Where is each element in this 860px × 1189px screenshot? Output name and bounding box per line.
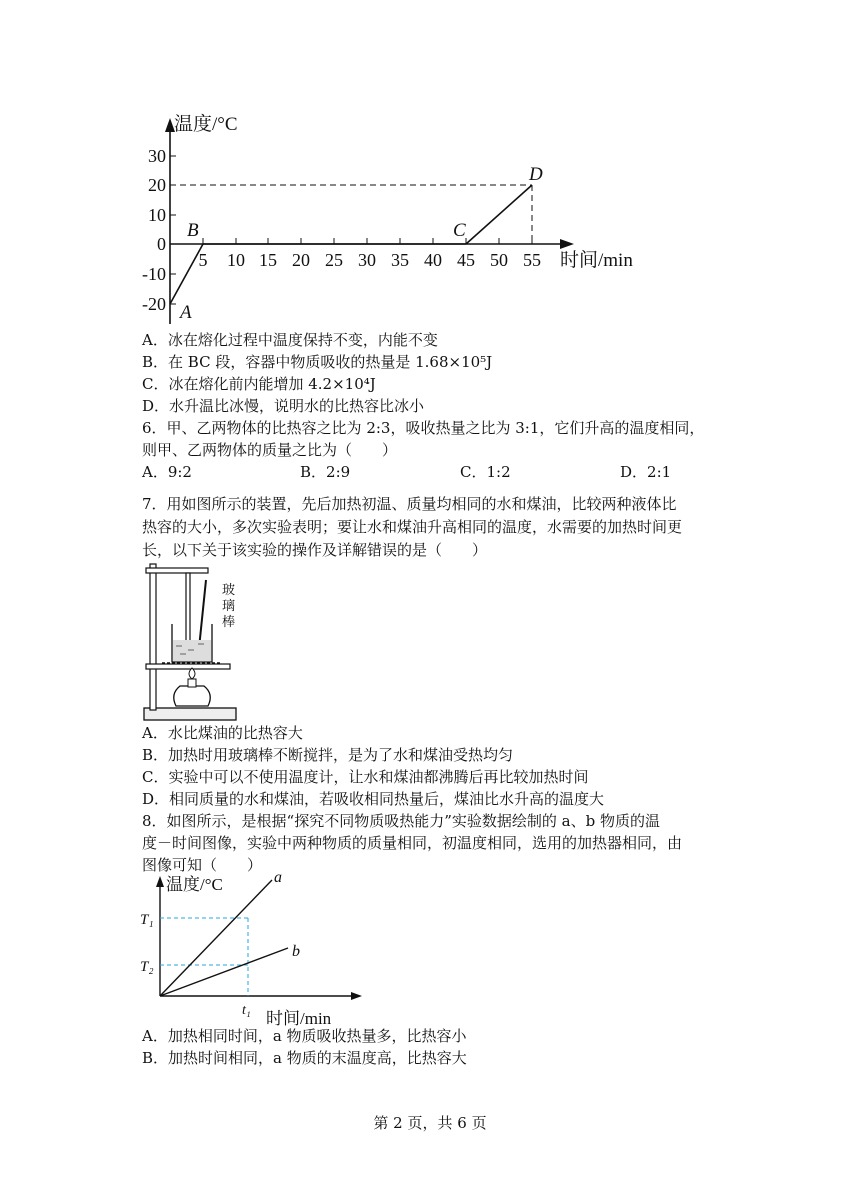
- y-tick-label: 0: [157, 234, 166, 254]
- T2-label: T₂: [140, 959, 154, 975]
- q6-option-a: A．9:2: [142, 463, 192, 481]
- q6-stem-line1: 6．甲、乙两物体的比热容之比为 2:3，吸收热量之比为 3:1，它们升高的温度相同，: [142, 419, 705, 437]
- y-axis-arrow: [156, 876, 164, 887]
- series-a-label: a: [274, 869, 282, 886]
- liquid: [173, 640, 211, 661]
- ab-temperature-graph: [120, 868, 500, 1038]
- q8-stem-line2: 度－时间图像，实验中两种物质的质量相同，初温度相同，选用的加热器相同，由: [142, 834, 683, 852]
- point-label-A: A: [180, 302, 192, 323]
- x-tick-label: 25: [325, 250, 343, 270]
- x-tick-label: 40: [424, 250, 442, 270]
- top-clamp: [146, 568, 208, 573]
- y-tick-label: 30: [148, 146, 166, 166]
- y-tick-labels: [142, 146, 166, 314]
- y-tick-label: 10: [148, 205, 166, 225]
- x-tick-label: 10: [227, 250, 245, 270]
- q6-stem-line2: 则甲、乙两物体的质量之比为（ ）: [142, 441, 398, 459]
- x-tick-label: 55: [523, 250, 541, 270]
- flame: [189, 668, 195, 679]
- x-axis-label: 时间/min: [266, 1009, 332, 1028]
- q7-stem-line1: 7．用如图所示的装置，先后加热初温、质量均相同的水和煤油，比较两种液体比: [142, 495, 677, 513]
- series-b-line: [160, 948, 288, 996]
- T1-label: T₁: [140, 912, 154, 928]
- x-axis-arrow: [560, 239, 574, 249]
- stand-rod: [150, 564, 156, 710]
- q5-option-a: A．冰在熔化过程中温度保持不变，内能不变: [142, 331, 438, 349]
- x-tick-label: 5: [198, 250, 208, 270]
- q5-option-b: B．在 BC 段，容器中物质吸收的热量是 1.68×10⁵J: [142, 353, 493, 371]
- alcohol-lamp: [174, 686, 211, 706]
- q8-option-a: A．加热相同时间，a 物质吸收热量多，比热容小: [142, 1027, 467, 1045]
- point-label-C: C: [453, 220, 466, 241]
- svg-text:璃: 璃: [222, 598, 236, 613]
- svg-text:玻: 玻: [222, 582, 236, 597]
- point-label-B: B: [187, 220, 199, 241]
- q5-option-d: D．水升温比冰慢，说明水的比热容比冰小: [142, 397, 425, 415]
- t1-label: t₁: [242, 1003, 251, 1018]
- y-axis-label: 温度/°C: [166, 875, 223, 894]
- y-tick-label: 20: [148, 175, 166, 195]
- x-tick-label: 30: [358, 250, 376, 270]
- y-ticks: [170, 156, 176, 304]
- thermometer: [186, 573, 190, 651]
- q7-option-b: B．加热时用玻璃棒不断搅拌，是为了水和煤油受热均匀: [142, 746, 514, 764]
- melting-graph: [0, 0, 860, 340]
- x-tick-label: 50: [490, 250, 508, 270]
- q6-option-b: B．2:9: [300, 463, 351, 481]
- point-label-D: D: [529, 164, 543, 185]
- q8-stem-line3: 图像可知（ ）: [142, 856, 263, 874]
- x-tick-label: 35: [391, 250, 409, 270]
- x-axis-label: 时间/min: [560, 250, 633, 271]
- ring-support: [146, 664, 230, 669]
- x-tick-label: 20: [292, 250, 310, 270]
- series-a-line: [160, 880, 272, 996]
- stand-base: [144, 708, 236, 720]
- q7-stem-line2: 热容的大小，多次实验表明；要让水和煤油升高相同的温度，水需要的加热时间更: [142, 518, 683, 536]
- heating-apparatus-figure: [142, 558, 242, 722]
- svg-text:棒: 棒: [222, 614, 236, 629]
- q5-option-c: C．冰在熔化前内能增加 4.2×10⁴J: [142, 375, 376, 393]
- q7-option-a: A．水比煤油的比热容大: [142, 724, 303, 742]
- q6-option-d: D．2:1: [620, 463, 672, 481]
- x-tick-label: 45: [457, 250, 475, 270]
- segment-CD: [466, 185, 532, 244]
- x-axis-arrow: [351, 992, 362, 1000]
- y-axis-label: 温度/°C: [174, 114, 238, 135]
- q7-option-d: D．相同质量的水和煤油，若吸收相同热量后，煤油比水升高的温度大: [142, 790, 605, 808]
- x-tick-label: 15: [259, 250, 277, 270]
- x-ticks: [203, 238, 532, 244]
- q7-stem-line3: 长，以下关于该实验的操作及详解错误的是（ ）: [142, 541, 488, 559]
- glass-rod-label: [222, 582, 235, 629]
- q6-option-c: C．1:2: [460, 463, 511, 481]
- q8-stem-line1: 8．如图所示，是根据“探究不同物质吸热能力”实验数据绘制的 a、b 物质的温: [142, 812, 660, 830]
- series-b-label: b: [292, 943, 300, 960]
- y-tick-label: -10: [142, 264, 166, 284]
- q7-option-c: C．实验中可以不使用温度计，让水和煤油都沸腾后再比较加热时间: [142, 768, 589, 786]
- x-tick-labels: [199, 250, 542, 270]
- y-tick-label: -20: [142, 294, 166, 314]
- q8-option-b: B．加热时间相同，a 物质的末温度高，比热容大: [142, 1049, 467, 1067]
- page-footer: 第 2 页，共 6 页: [373, 1114, 487, 1132]
